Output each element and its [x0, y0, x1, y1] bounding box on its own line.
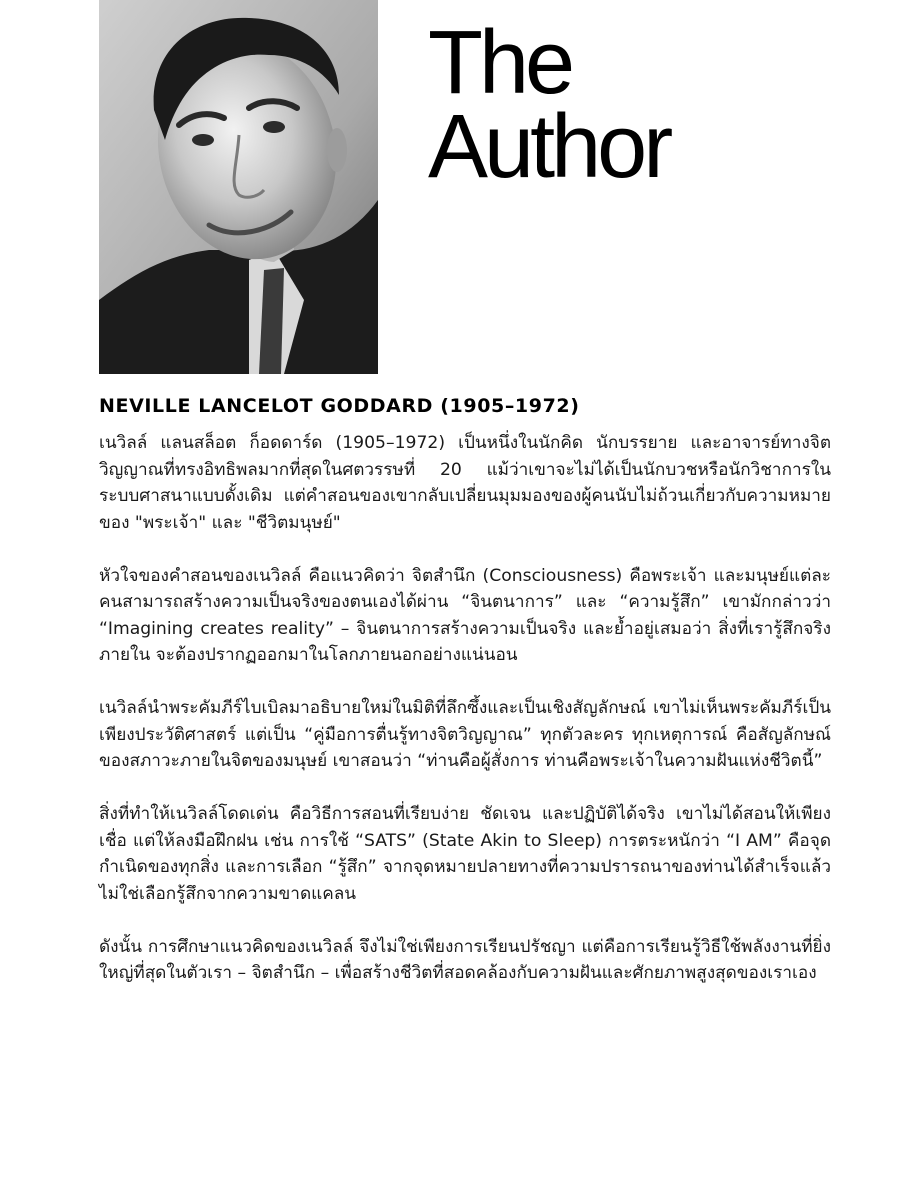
- biography-paragraph-4: สิ่งที่ทำให้เนวิลล์โดดเด่น คือวิธีการสอนที่เรียบง่าย ชัดเจน และปฏิบัติได้จริง เขาไม่ได้สอนให้เพียงเชื่อ แต่ให้ลงมือฝึกฝน เช่น การใช้ “SATS” (State Akin to Sleep) การตระหนักว่า “I AM” คือจุดกำเนิดของทุกสิ่ง และการเลือก “รู้สึก” จากจุดหมายปลายทางที่ความปรารถนาของท่านได้สำเร็จแล้ว ไม่ใช่เลือกรู้สึกจากความขาดแคลน: [99, 804, 831, 904]
- page-title: [428, 0, 670, 197]
- biography-paragraph-2: หัวใจของคำสอนของเนวิลล์ คือแนวคิดว่า จิตสำนึก (Consciousness) คือพระเจ้า และมนุษย์แต่ละคนสามารถสร้างความเป็นจริงของตนเองได้ผ่าน “จินตนาการ” และ “ความรู้สึก” เขามักกล่าวว่า “Imagining creates reality” – จินตนาการสร้างความเป็นจริง และย้ำอยู่เสมอว่า สิ่งที่เรารู้สึกจริงภายใน จะต้องปรากฏออกมาในโลกภายนอกอย่างแน่นอน: [99, 565, 831, 665]
- biography-text: [99, 430, 831, 1013]
- biography-paragraph-1: เนวิลล์ แลนสล็อต ก็อดดาร์ด (1905–1972) เป็นหนึ่งในนักคิด นักบรรยาย และอาจารย์ทางจิตวิญญาณที่ทรงอิทธิพลมากที่สุดในศตวรรษที่ 20 แม้ว่าเขาจะไม่ได้เป็นนักบวชหรือนักวิชาการในระบบศาสนาแบบดั้งเดิม แต่คำสอนของเขากลับเปลี่ยนมุมมองของผู้คนนับไม่ถ้วนเกี่ยวกับความหมายของ "พระเจ้า" และ "ชีวิตมนุษย์": [99, 433, 831, 533]
- author-portrait-photo: [99, 0, 378, 374]
- portrait-illustration: [99, 0, 378, 374]
- biography-paragraph-3: เนวิลล์นำพระคัมภีร์ไบเบิลมาอธิบายใหม่ในมิติที่ลึกซึ้งและเป็นเชิงสัญลักษณ์ เขาไม่เห็นพระคัมภีร์เป็นเพียงประวัติศาสตร์ แต่เป็น “คู่มือการตื่นรู้ทางจิตวิญญาณ” ทุกตัวละคร ทุกเหตุการณ์ คือสัญลักษณ์ของสภาวะภายในจิตของมนุษย์ เขาสอนว่า “ท่านคือผู้สั่งการ ท่านคือพระเจ้าในความฝันแห่งชีวิตนี้”: [99, 698, 831, 771]
- author-name-heading: NEVILLE LANCELOT GODDARD (1905–1972): [99, 395, 580, 417]
- biography-paragraph-5: ดังนั้น การศึกษาแนวคิดของเนวิลล์ จึงไม่ใช่เพียงการเรียนปรัชญา แต่คือการเรียนรู้วิธีใช้พลังงานที่ยิ่งใหญ่ที่สุดในตัวเรา – จิตสำนึก – เพื่อสร้างชีวิตที่สอดคล้องกับความฝันและศักยภาพสูงสุดของเราเอง: [99, 936, 831, 983]
- page-title-line-1: The: [428, 13, 572, 113]
- page-title-line-2: Author: [428, 97, 670, 197]
